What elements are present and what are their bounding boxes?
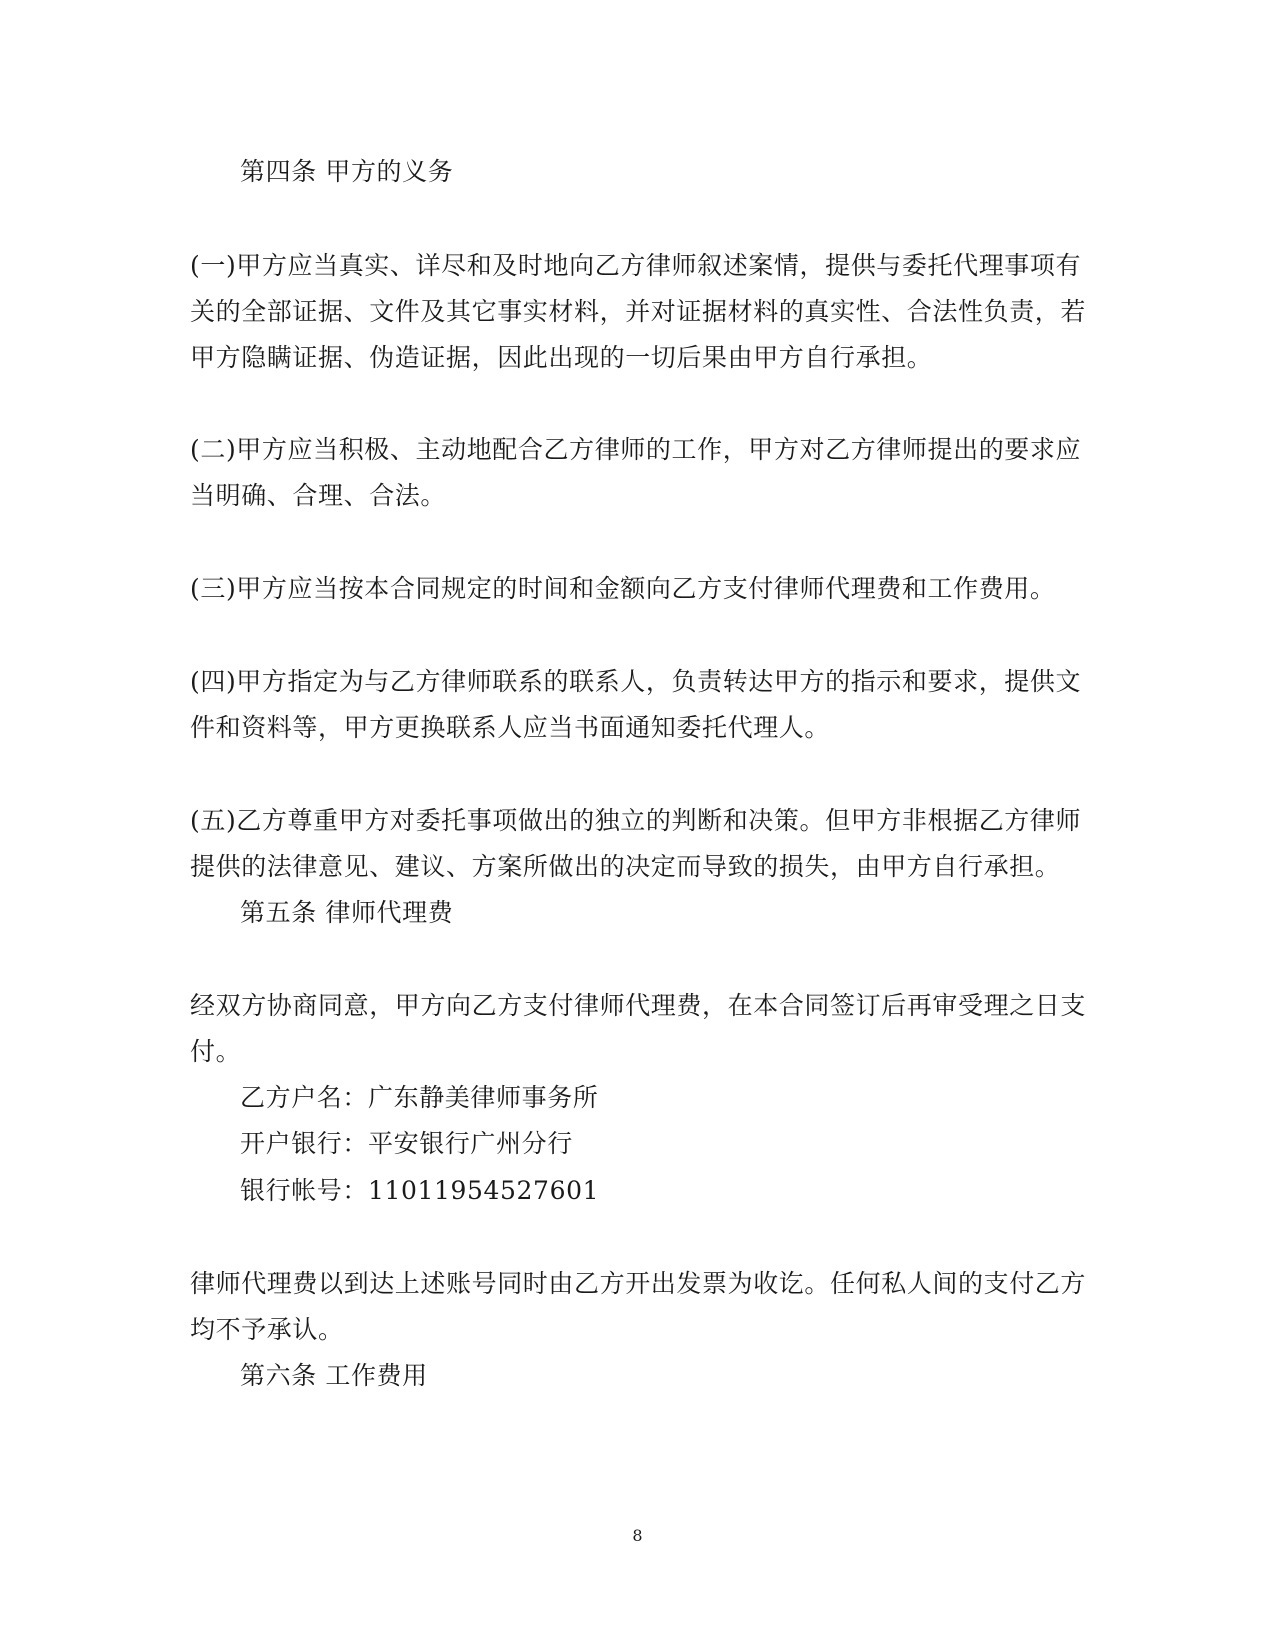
account-number-line: 银行帐号：11011954527601: [240, 1176, 600, 1205]
article-4-heading: 第四条 甲方的义务: [240, 157, 454, 186]
article-5-paragraph-1-line-2: 付。: [190, 1037, 242, 1066]
article-4-item-1-line-2: 关的全部证据、文件及其它事实材料，并对证据材料的真实性、合法性负责，若: [190, 297, 1087, 326]
article-4-item-3-line-1: (三)甲方应当按本合同规定的时间和金额向乙方支付律师代理费和工作费用。: [190, 574, 1056, 603]
article-4-item-4-line-2: 件和资料等，甲方更换联系人应当书面通知委托代理人。: [190, 713, 831, 742]
bank-line: 开户银行：平安银行广州分行: [240, 1129, 573, 1158]
article-4-item-1-line-3: 甲方隐瞒证据、伪造证据，因此出现的一切后果由甲方自行承担。: [190, 343, 933, 372]
article-6-heading: 第六条 工作费用: [240, 1361, 428, 1390]
article-5-heading: 第五条 律师代理费: [240, 898, 454, 927]
article-5-paragraph-2-line-1: 律师代理费以到达上述账号同时由乙方开出发票为收讫。任何私人间的支付乙方: [190, 1269, 1087, 1298]
article-4-item-5-line-1: (五)乙方尊重甲方对委托事项做出的独立的判断和决策。但甲方非根据乙方律师: [190, 806, 1082, 835]
article-4-item-4-line-1: (四)甲方指定为与乙方律师联系的联系人，负责转达甲方的指示和要求，提供文: [190, 667, 1082, 696]
account-name-line: 乙方户名：广东静美律师事务所: [240, 1083, 599, 1112]
article-5-paragraph-1-line-1: 经双方协商同意，甲方向乙方支付律师代理费，在本合同签订后再审受理之日支: [190, 991, 1087, 1020]
article-4-item-5-line-2: 提供的法律意见、建议、方案所做出的决定而导致的损失，由甲方自行承担。: [190, 852, 1061, 881]
article-4-item-1-line-1: (一)甲方应当真实、详尽和及时地向乙方律师叙述案情，提供与委托代理事项有: [190, 251, 1082, 280]
article-4-item-2-line-2: 当明确、合理、合法。: [190, 481, 447, 510]
page-number: 8: [632, 1526, 643, 1545]
article-5-paragraph-2-line-2: 均不予承认。: [190, 1315, 344, 1344]
article-4-item-2-line-1: (二)甲方应当积极、主动地配合乙方律师的工作，甲方对乙方律师提出的要求应: [190, 435, 1082, 464]
